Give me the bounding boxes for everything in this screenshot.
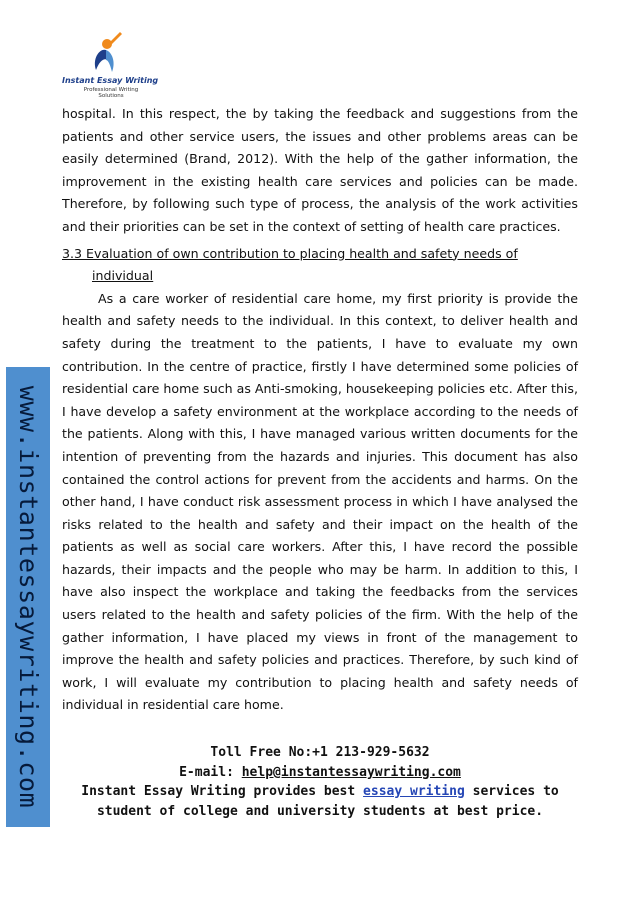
section-heading-line-2 [62,265,578,288]
promo-prefix: Instant Essay Writing provides best [81,784,364,799]
promo-line [62,782,578,802]
toll-free-number: Toll Free No:+1 213-929-5632 [210,745,430,760]
company-logo [56,30,159,102]
promo-suffix: services to [464,784,559,799]
email-line [62,763,578,783]
paragraph-2: As a care worker of residential care home, my first priority is provide the health and safety needs to the individual. In this context, to deliver health and safety during the treatment to the patients, I have to evaluate my own contribution. In the centre of practice, firstly I have determined some policies of residential care home such as Anti-smoking, housekeeping policies etc. After this, I have develop a safety environment at the workplace according to the needs of the patients. Along with this, I have managed various written documents for the intention of preventing from the hazards and injuries. This document has also contained the control actions for prevent from the accidents and harms. On the other hand, I have conduct risk assessment process in which I have analysed the risks related to the health and safety and their impact on the health of the patients as well as social care workers. After this, I have record the possible hazards, their impacts and the people who may be harm. In addition to this, I have also inspect the workplace and taking the feedbacks from the services users related to the health and safety policies of the firm. With the help of the gather information, I have placed my views in front of the management to improve the health and safety policies and practices. Therefore, by such kind of work, I will evaluate my contribution to placing health and safety needs of individual in residential care home. [62,290,578,713]
section-heading-line-1: 3.3 Evaluation of own contribution to placing health and safety needs of [62,245,518,261]
email-link[interactable]: help@instantessaywriting.com [241,764,461,780]
writer-figure-icon [86,30,126,76]
section-heading-line-2-text: individual [92,268,154,284]
essay-writing-link[interactable]: essay writing [363,784,465,799]
paragraph-1: hospital. In this respect, the by taking the feedback and suggestions from the patients and other service users, the issues and other problems areas can be easily determined (Brand, 2012). With the help of the gather information, the improvement in the existing health care services and policies can be made. Therefore, by following such type of process, the analysis of the work activities and their priorities can be set in the context of setting of health care practices. [62,106,578,234]
sidebar-url: www.instantessaywriting.com [14,385,43,809]
section-heading [62,243,578,288]
logo-name: Instant Essay Writing [62,76,159,85]
email-label: E-mail: [179,764,242,780]
sidebar-banner [6,367,50,827]
document-body [62,103,578,717]
logo-tagline [76,87,146,99]
contact-footer [62,743,578,821]
logo-tagline-line-1: Professional Writing [83,87,139,93]
logo-tagline-line-2: Solutions [98,93,124,99]
promo-line-2: student of college and university students at best price. [96,803,544,819]
